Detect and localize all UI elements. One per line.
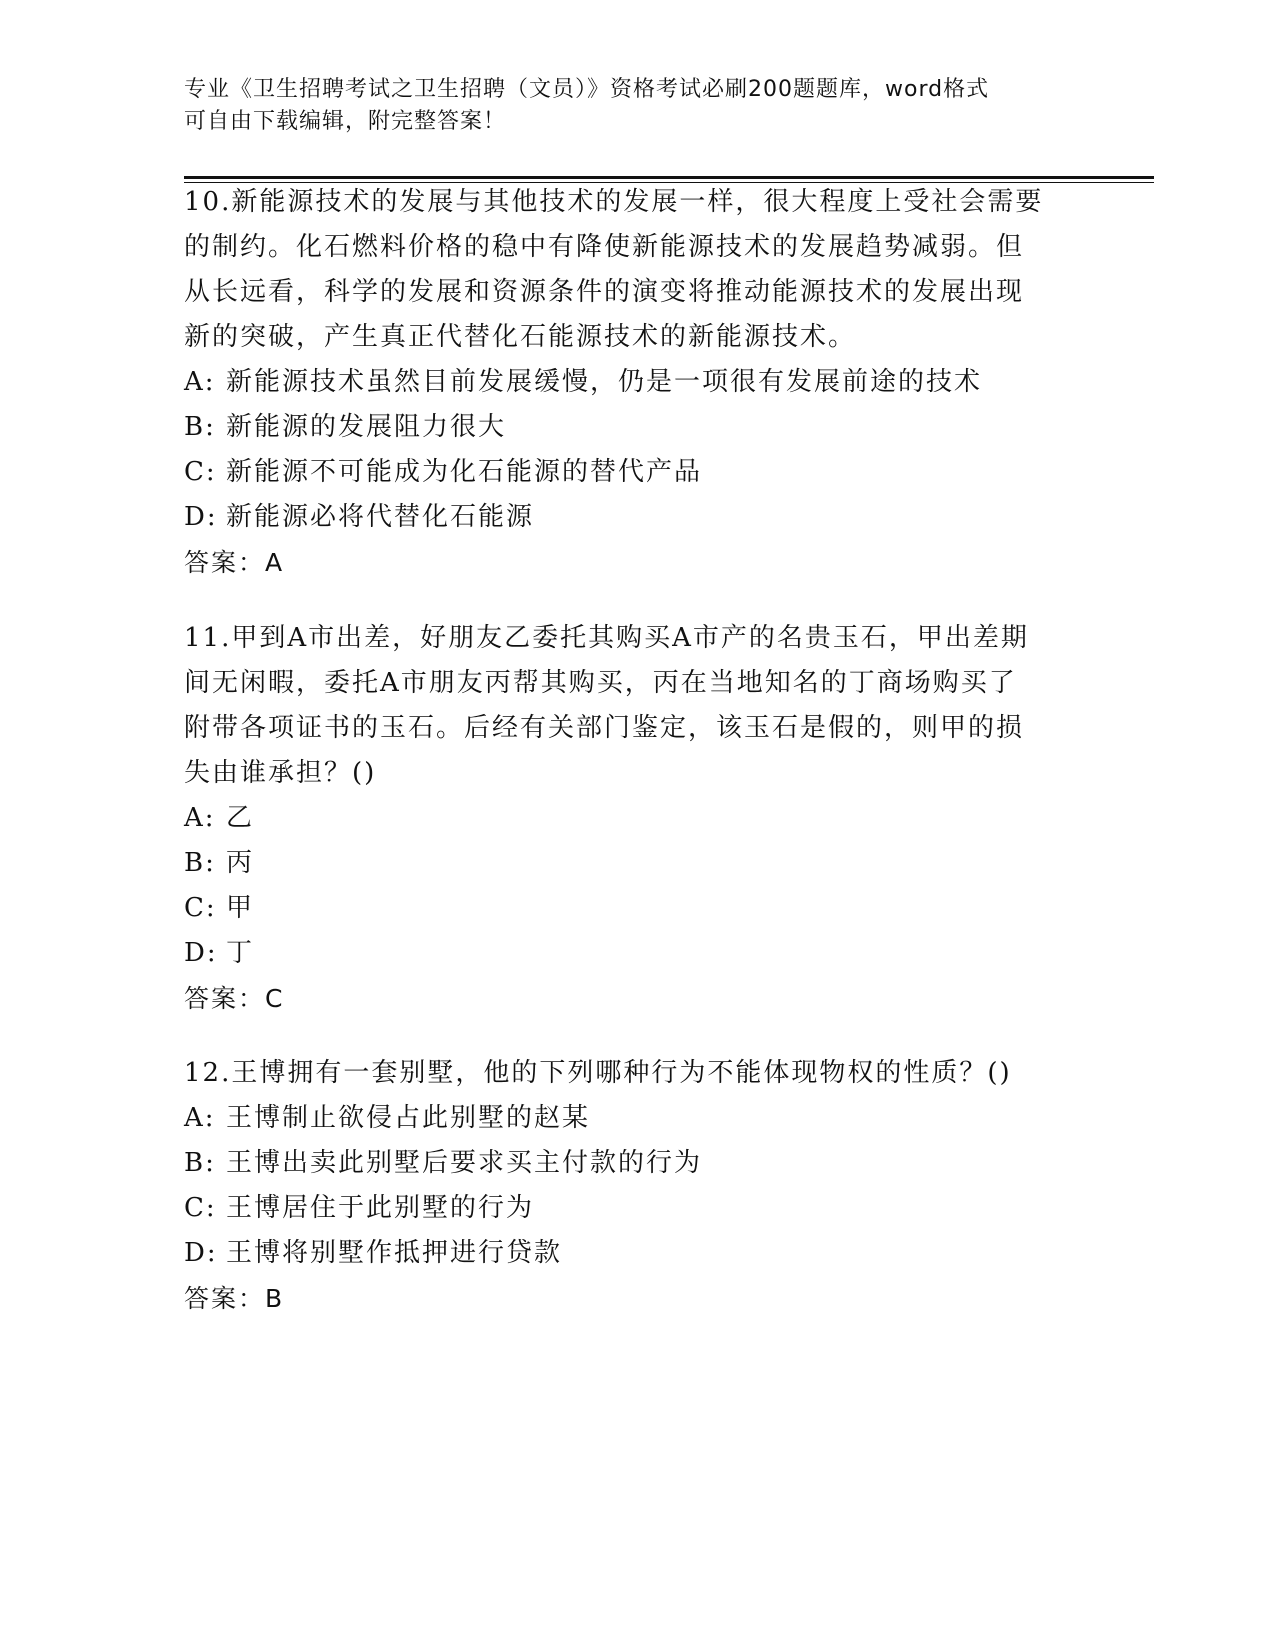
stem-line: 新的突破，产生真正代替化石能源技术的新能源技术。 (184, 322, 857, 352)
option-b (184, 1141, 1074, 1186)
answer-line: 答案：B (184, 1284, 285, 1313)
option-letter: D: (184, 502, 218, 532)
question-stem (184, 1051, 1074, 1096)
option-letter: A: (184, 803, 216, 833)
option-text: 新能源不可能成为化石能源的替代产品 (226, 457, 703, 487)
option-letter: B: (184, 412, 216, 442)
stem-line: 从长远看，科学的发展和资源条件的演变将推动能源技术的发展出现 (184, 277, 1025, 307)
option-b (184, 841, 1074, 886)
stem-line: 11.甲到A市出差，好朋友乙委托其购买A市产的名贵玉石，甲出差期 (184, 623, 1029, 653)
stem-line: 10.新能源技术的发展与其他技术的发展一样，很大程度上受社会需要 (184, 187, 1044, 217)
option-text: 丙 (226, 848, 255, 878)
question-12 (184, 1051, 1074, 1321)
option-letter: B: (184, 848, 216, 878)
option-text: 王博制止欲侵占此别墅的赵某 (226, 1103, 591, 1133)
option-b (184, 405, 1074, 450)
option-letter: A: (184, 1103, 216, 1133)
option-letter: D: (184, 938, 218, 968)
option-c (184, 1186, 1074, 1231)
option-text: 王博将别墅作抵押进行贷款 (226, 1238, 563, 1268)
option-text: 王博出卖此别墅后要求买主付款的行为 (226, 1148, 703, 1178)
option-c (184, 450, 1074, 495)
stem-line: 失由谁承担？() (184, 758, 377, 788)
option-d (184, 495, 1074, 540)
header-line-2: 可自由下载编辑，附完整答案！ (184, 109, 507, 134)
option-c (184, 886, 1074, 931)
option-letter: D: (184, 1238, 218, 1268)
option-text: 甲 (226, 893, 255, 923)
option-letter: B: (184, 1148, 216, 1178)
option-text: 新能源技术虽然目前发展缓慢，仍是一项很有发展前途的技术 (226, 367, 983, 397)
answer-line: 答案：A (184, 548, 285, 577)
option-text: 新能源必将代替化石能源 (226, 502, 535, 532)
stem-line: 附带各项证书的玉石。后经有关部门鉴定，该玉石是假的，则甲的损 (184, 713, 1025, 743)
question-10 (184, 180, 1074, 585)
option-a (184, 796, 1074, 841)
document-header (184, 74, 1084, 138)
option-d (184, 931, 1074, 976)
option-letter: A: (184, 367, 216, 397)
option-text: 乙 (226, 803, 255, 833)
option-d (184, 1231, 1074, 1276)
option-text: 丁 (226, 938, 255, 968)
stem-line: 的制约。化石燃料价格的稳中有降使新能源技术的发展趋势减弱。但 (184, 232, 1025, 262)
header-line-1: 专业《卫生招聘考试之卫生招聘（文员）》资格考试必刷200题题库，word格式 (184, 77, 990, 102)
question-stem (184, 180, 1074, 360)
stem-line: 间无闲暇，委托A市朋友丙帮其购买，丙在当地知名的丁商场购买了 (184, 668, 1017, 698)
header-divider-thick (184, 176, 1154, 179)
answer-line: 答案：C (184, 984, 285, 1013)
option-a (184, 1096, 1074, 1141)
option-letter: C: (184, 893, 217, 923)
option-text: 王博居住于此别墅的行为 (226, 1193, 535, 1223)
option-text: 新能源的发展阻力很大 (226, 412, 507, 442)
option-a (184, 360, 1074, 405)
question-11 (184, 616, 1074, 1021)
option-letter: C: (184, 1193, 217, 1223)
question-stem (184, 616, 1074, 796)
option-letter: C: (184, 457, 217, 487)
stem-line: 12.王博拥有一套别墅，他的下列哪种行为不能体现物权的性质？() (184, 1058, 1012, 1088)
